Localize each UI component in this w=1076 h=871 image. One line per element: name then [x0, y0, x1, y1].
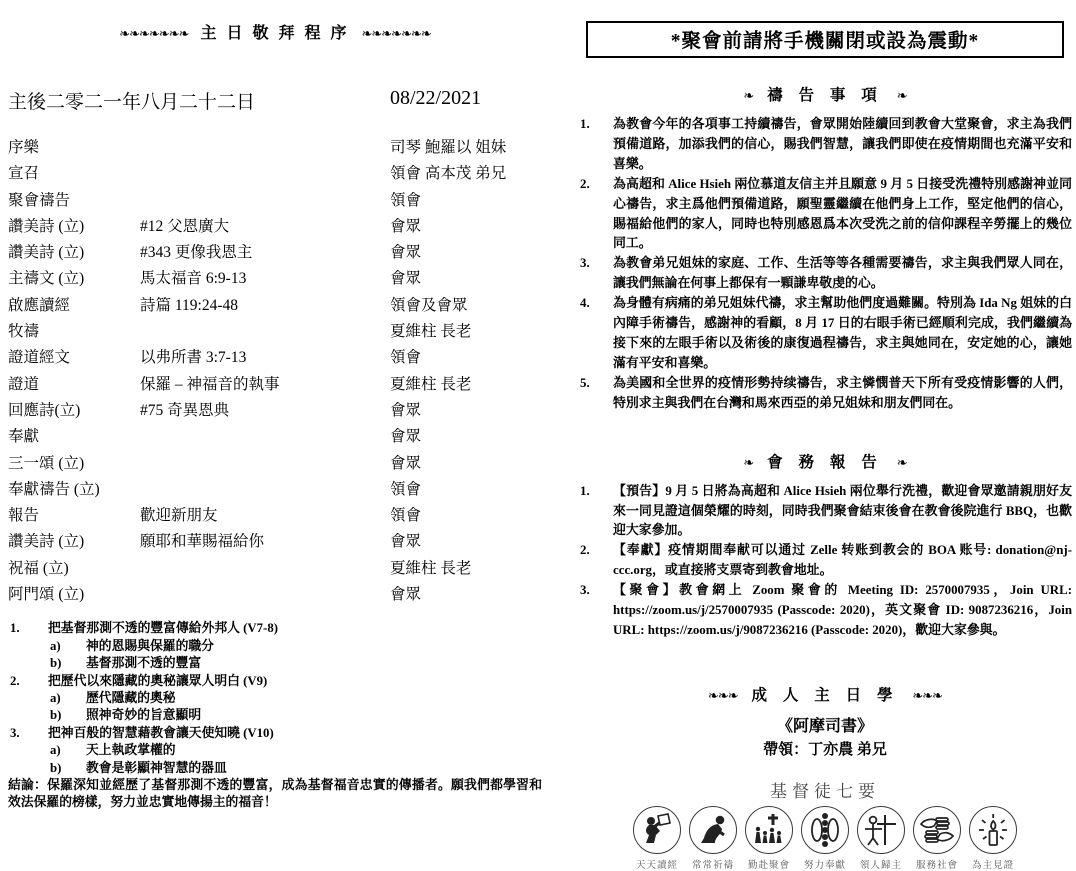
- report-item-number: 2.: [580, 543, 590, 558]
- program-row: [8, 214, 542, 240]
- program-row: [8, 240, 542, 266]
- program-row: [8, 529, 542, 555]
- floral-ornament-icon: ❧❧❧❧❧❧❧: [361, 27, 431, 42]
- program-item-who: 領會: [390, 507, 422, 525]
- program-item-label: 證道: [8, 375, 40, 393]
- program-item-who: 領會: [390, 480, 422, 498]
- prayer-item-text: 為教會今年的各項事工持續禱告，會眾開始陸續回到教會大堂聚會，求主為我們預備道路，加添我們的信心，賜我們智慧，讓我們即使在疫情期間也充滿平安和喜樂。: [613, 117, 1072, 171]
- outline-text: 把神百般的智慧藉教會讓天使知曉 (V10): [48, 725, 274, 740]
- program-row: [8, 424, 542, 450]
- program-item-label: 奉獻禱告 (立): [8, 480, 100, 498]
- outline-text: 照神奇妙的旨意顯明: [86, 708, 202, 723]
- program-item-label: 啟應讀經: [8, 296, 71, 314]
- program-item-who: 夏維柱 長老: [390, 559, 472, 577]
- floral-ornament-icon: ❧: [743, 455, 754, 471]
- program-item-who: 會眾: [390, 270, 422, 288]
- sermon-conclusion: 結論：保羅深知並經歷了基督那測不透的豐富，成為基督福音忠實的傳播者。願我們都學習和效法保羅的榜樣，努力並忠實地傳揚主的福音！: [8, 778, 542, 810]
- prayer-item-text: 為教會弟兄姐妹的家庭、工作、生活等等各種需要禱告，求主與我們眾人同在，讓我們無論在何事上都保有一顆謙卑敬虔的心。: [613, 256, 1072, 291]
- outline-number: b): [50, 708, 62, 723]
- program-item-label: 報告: [8, 507, 40, 525]
- outline-number: 1.: [10, 621, 20, 636]
- date-numeric: 08/22/2021: [390, 87, 482, 109]
- praying-icon: [689, 806, 737, 854]
- program-item-detail: 歡迎新朋友: [140, 507, 218, 525]
- program-item-detail: 以弗所書 3:7-13: [140, 349, 247, 367]
- program-row: [8, 503, 542, 529]
- worship-order-title: 主 日 敬 拜 程 序: [200, 25, 350, 42]
- christian-seven-essentials: [578, 777, 1072, 871]
- prayer-item: [578, 374, 1072, 414]
- outline-line: [8, 673, 542, 690]
- program-item-label: 祝福 (立): [8, 559, 69, 577]
- floral-ornament-icon: ❧❧❧❧❧❧❧: [119, 27, 189, 42]
- program-item-label: 奉獻: [8, 428, 40, 446]
- program-item-detail: 願耶和華賜福給你: [140, 533, 265, 551]
- report-item: [578, 581, 1072, 641]
- sermon-outline: [8, 620, 542, 777]
- report-section-header: [578, 450, 1072, 472]
- floral-ornament-icon: ❧: [743, 89, 754, 104]
- program-item-who: 會眾: [390, 244, 422, 262]
- prayer-item-number: 4.: [580, 296, 590, 311]
- outline-text: 把基督那測不透的豐富傳給外邦人 (V7-8): [48, 621, 278, 636]
- program-row: [8, 477, 542, 503]
- sunday-school-book: 《阿摩司書》: [776, 717, 873, 735]
- program-item-who: 司琴 鮑羅以 姐妹: [390, 139, 507, 156]
- program-row: [8, 582, 542, 608]
- program-item-detail: #75 奇異恩典: [140, 401, 230, 419]
- lead-to-christ-icon: [857, 806, 905, 854]
- prayer-list: [578, 115, 1072, 414]
- worship-order-header: [8, 20, 542, 43]
- date-chinese: 主後二零二一年八月二十二日: [8, 92, 256, 113]
- congregation-cross-icon: [745, 806, 793, 854]
- seven-cell: [856, 806, 906, 871]
- right-column: [578, 0, 1072, 871]
- floral-ornament-icon: ❧: [896, 455, 907, 471]
- outline-line: [8, 742, 542, 759]
- outline-text: 教會是彰顯神智慧的器皿: [86, 760, 227, 775]
- floral-ornament-icon: ❧❧❧: [707, 688, 738, 704]
- left-column: [8, 0, 542, 812]
- date-row: [8, 87, 542, 113]
- phone-notice-box: *聚會前請將手機關閉或設為震動*: [586, 21, 1064, 58]
- seven-cell: [800, 806, 850, 871]
- seven-label: 努力奉獻: [803, 860, 846, 871]
- bible-reading-icon: [633, 806, 681, 854]
- outline-line: [8, 725, 542, 742]
- prayer-item-number: 3.: [580, 256, 590, 271]
- program-row: [8, 161, 542, 187]
- program-item-detail: #12 父恩廣大: [140, 217, 230, 235]
- candle-witness-icon: [969, 806, 1017, 854]
- sunday-school-title: 成 人 主 日 學: [751, 686, 899, 704]
- prayer-item: [578, 254, 1072, 294]
- program-row: [8, 188, 542, 214]
- seven-label: 為主見證: [971, 860, 1014, 871]
- outline-number: b): [50, 656, 62, 671]
- seven-label: 領人歸主: [859, 860, 902, 871]
- program-item-detail: [140, 188, 390, 214]
- program-item-detail: 詩篇 119:24-48: [140, 296, 239, 314]
- program-item-label: 證道經文: [8, 349, 71, 367]
- outline-line: [8, 690, 542, 707]
- seven-cell: [632, 806, 682, 871]
- floral-ornament-icon: ❧: [896, 89, 907, 104]
- program-row: [8, 266, 542, 292]
- prayer-item-number: 1.: [580, 117, 590, 131]
- serving-hands-icon: [913, 806, 961, 854]
- program-row: [8, 372, 542, 398]
- report-item: [578, 482, 1072, 542]
- outline-number: b): [50, 760, 62, 775]
- outline-line: [8, 760, 542, 777]
- program-item-detail: [140, 161, 390, 187]
- program-item-detail: [140, 135, 390, 161]
- outline-number: a): [50, 638, 61, 653]
- program-item-who: 領會 高本茂 弟兄: [390, 165, 507, 183]
- sunday-school-header: [578, 683, 1072, 705]
- program-row: [8, 135, 542, 161]
- loaves-fishes-icon: [801, 806, 849, 854]
- program-item-who: 會眾: [390, 586, 422, 604]
- sunday-school-leader: 帶領：丁亦農 弟兄: [763, 741, 887, 758]
- seven-essentials-icons: [578, 806, 1072, 871]
- seven-cell: [688, 806, 738, 871]
- program-row: [8, 345, 542, 371]
- report-item-number: 1.: [580, 483, 590, 498]
- program-item-detail: [140, 319, 390, 345]
- prayer-item-text: 為高超和 Alice Hsieh 兩位慕道友信主并且願意 9 月 5 日接受洗禮特別感謝神並同心禱告，求主爲他們預備道路，願聖靈繼續在他們身上工作，堅定他們的信心，賜福給他們的家人，同時也特別感恩爲本次受洗之前的信仰課程辛勞擺上的幾位同工。: [613, 176, 1072, 251]
- program-table: [8, 135, 542, 608]
- program-item-who: 夏維柱 長老: [390, 375, 472, 393]
- seven-cell: [744, 806, 794, 871]
- report-item-text: 【聚會】教會網上 Zoom 聚會的 Meeting ID: 2570007935，Join URL: https://zoom.us/j/2570007935 (Passcode: 2020)，英文聚會 ID: 9087236216，Join URL: https://zoom.us/j/9087236216 (Passcode: 2020)，歡迎大家參與。: [613, 583, 1072, 637]
- program-row: [8, 451, 542, 477]
- program-item-detail: [140, 424, 390, 450]
- program-item-label: 三一頌 (立): [8, 454, 85, 472]
- seven-label: 天天讀經: [635, 860, 678, 871]
- program-item-label: 回應詩(立): [8, 401, 81, 419]
- seven-label: 常常祈禱: [691, 860, 734, 871]
- report-list: [578, 482, 1072, 641]
- program-item-detail: [140, 451, 390, 477]
- outline-text: 把歷代以來隱藏的奧秘讓眾人明白 (V9): [48, 673, 268, 688]
- seven-essentials-title: 基督徒七要: [770, 781, 880, 801]
- program-item-label: 讚美詩 (立): [8, 533, 85, 551]
- outline-line: [8, 707, 542, 724]
- outline-text: 歷代隱藏的奧秘: [86, 690, 176, 705]
- report-item-number: 3.: [580, 583, 590, 598]
- prayer-item-number: 2.: [580, 176, 590, 191]
- program-row: [8, 319, 542, 345]
- program-row: [8, 293, 542, 319]
- program-item-detail: 保羅 – 神福音的執事: [140, 375, 280, 393]
- outline-line: [8, 638, 542, 655]
- program-item-detail: [140, 477, 390, 503]
- prayer-item: [578, 294, 1072, 374]
- program-row: [8, 556, 542, 582]
- prayer-item-number: 5.: [580, 375, 590, 390]
- prayer-section-header: [578, 83, 1072, 105]
- program-item-label: 牧禱: [8, 323, 40, 341]
- seven-cell: [912, 806, 962, 871]
- seven-cell: [968, 806, 1018, 871]
- outline-text: 神的恩賜與保羅的職分: [86, 638, 214, 653]
- program-item-label: 序樂: [8, 139, 40, 156]
- outline-text: 基督那測不透的豐富: [86, 656, 202, 671]
- outline-number: a): [50, 743, 61, 758]
- floral-ornament-icon: ❧❧❧: [912, 688, 943, 704]
- program-item-label: 聚會禱告: [8, 191, 71, 209]
- report-item-text: 【奉獻】疫情期間奉献可以通过 Zelle 转账到教会的 BOA 账号: donation@nj-ccc.org，或直接將支票寄到教會地址。: [613, 543, 1072, 578]
- outline-number: 3.: [10, 725, 20, 740]
- prayer-item-text: 為美國和全世界的疫情形勢持续禱告，求主憐憫普天下所有受疫情影響的人們，特別求主與我們在台灣和馬來西亞的弟兄姐妹和朋友們同在。: [613, 375, 1072, 410]
- program-item-who: 會眾: [390, 533, 422, 551]
- program-item-who: 會眾: [390, 454, 422, 472]
- report-item: [578, 541, 1072, 581]
- outline-text: 天上執政掌權的: [86, 743, 176, 758]
- outline-line: [8, 655, 542, 672]
- program-item-label: 主禱文 (立): [8, 270, 85, 288]
- prayer-section-title: 禱 告 事 項: [767, 87, 883, 104]
- program-item-detail: [140, 582, 390, 608]
- program-item-who: 領會: [390, 349, 422, 367]
- program-item-label: 讚美詩 (立): [8, 217, 85, 235]
- prayer-item: [578, 115, 1072, 175]
- program-item-label: 阿門頌 (立): [8, 586, 85, 604]
- program-item-who: 會眾: [390, 401, 422, 419]
- program-item-who: 會眾: [390, 217, 422, 235]
- report-section-title: 會 務 報 告: [767, 453, 883, 471]
- seven-label: 勤赴聚會: [747, 860, 790, 871]
- report-item-text: 【預告】9 月 5 日將為高超和 Alice Hsieh 兩位舉行洗禮，歡迎會眾邀請親朋好友來一同見證這個榮耀的時刻，同時我們聚會結束後會在教會後院進行 BBQ，也歡迎大家參加。: [613, 483, 1072, 538]
- program-item-who: 領會: [390, 191, 422, 209]
- outline-line: [8, 620, 542, 637]
- program-item-detail: [140, 556, 390, 582]
- program-row: [8, 398, 542, 424]
- prayer-item: [578, 175, 1072, 255]
- program-item-who: 領會及會眾: [390, 296, 468, 314]
- prayer-item-text: 為身體有病痛的弟兄姐妹代禱，求主幫助他們度過難關。特別為 Ida Ng 姐妹的白內障手術禱告，感謝神的看顧，8 月 17 日的右眼手術已經順利完成，我們繼續為接下來的左眼手術以及術後的康復過程禱告，求主與她同在，安定她的心，讓她滿有平安和喜樂。: [613, 296, 1072, 370]
- program-item-label: 讚美詩 (立): [8, 244, 85, 262]
- seven-label: 服務社會: [915, 860, 958, 871]
- program-item-detail: 馬太福音 6:9-13: [140, 270, 247, 288]
- program-item-detail: #343 更像我恩主: [140, 244, 253, 262]
- program-item-label: 宣召: [8, 165, 40, 183]
- program-item-who: 會眾: [390, 428, 422, 446]
- outline-number: a): [50, 690, 61, 705]
- outline-number: 2.: [10, 673, 20, 688]
- program-item-who: 夏維柱 長老: [390, 323, 472, 341]
